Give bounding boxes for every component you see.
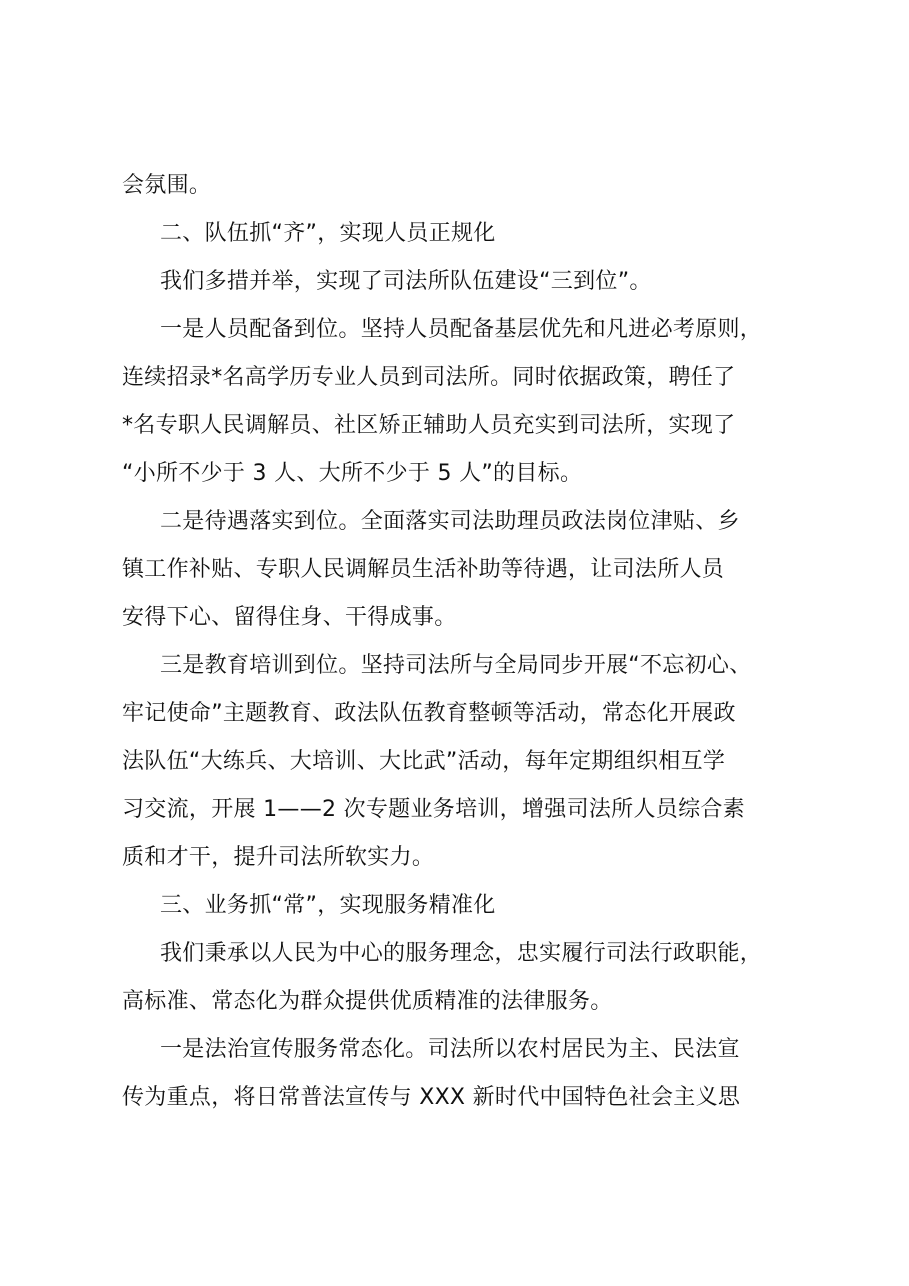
document-body — [122, 162, 812, 1122]
text-line: 三是教育培训到位。坚持司法所与全局同步开展“不忘初心、 — [160, 653, 752, 678]
section-heading: 二、队伍抓“齐”，实现人员正规化 — [160, 221, 496, 246]
section-heading: 三、业务抓“常”，实现服务精准化 — [160, 893, 496, 918]
text-line: 一是人员配备到位。坚持人员配备基层优先和凡进必考原则， — [160, 317, 763, 342]
text-line: 传为重点，将日常普法宣传与 XXX 新时代中国特色社会主义思 — [122, 1085, 741, 1110]
text-line: 连续招录*名高学历专业人员到司法所。同时依据政策，聘任了 — [122, 365, 736, 390]
text-line: *名专职人民调解员、社区矫正辅助人员充实到司法所，实现了 — [122, 413, 736, 438]
text-line: 镇工作补贴、专职人民调解员生活补助等待遇，让司法所人员 — [122, 557, 725, 582]
text-line: 二是待遇落实到位。全面落实司法助理员政法岗位津贴、乡 — [160, 509, 740, 534]
text-line: 安得下心、留得住身、干得成事。 — [122, 605, 457, 630]
text-line: 法队伍“大练兵、大培训、大比武”活动，每年定期组织相互学 — [122, 749, 726, 774]
text-line: 会氛围。 — [122, 173, 212, 198]
text-line: 习交流，开展 1——2 次专题业务培训，增强司法所人员综合素 — [122, 797, 745, 822]
text-line: 质和才干，提升司法所软实力。 — [122, 845, 435, 870]
text-line: 牢记使命”主题教育、政法队伍教育整顿等活动，常态化开展政 — [122, 701, 736, 726]
text-line: 我们多措并举，实现了司法所队伍建设“三到位”。 — [160, 269, 652, 294]
text-line: 我们秉承以人民为中心的服务理念，忠实履行司法行政职能， — [160, 941, 763, 966]
text-line: “小所不少于 3 人、大所不少于 5 人”的目标。 — [122, 461, 583, 486]
text-line: 高标准、常态化为群众提供优质精准的法律服务。 — [122, 989, 613, 1014]
text-line: 一是法治宣传服务常态化。司法所以农村居民为主、民法宣 — [160, 1037, 740, 1062]
